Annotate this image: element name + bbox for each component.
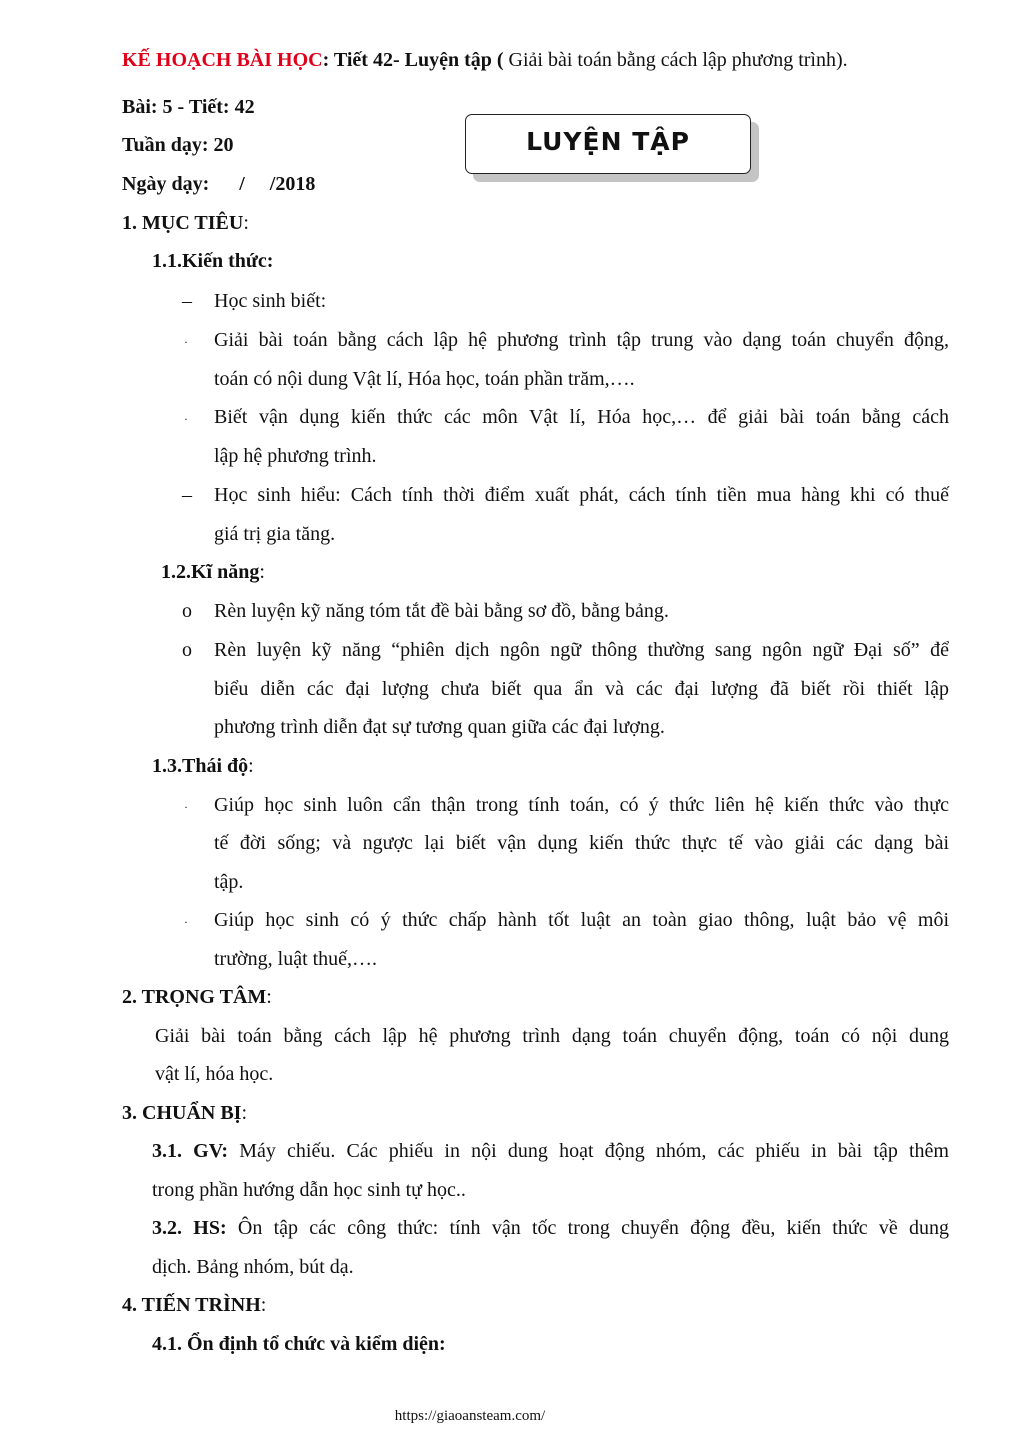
- section-1-1-title: 1.1.Kiến thức:: [152, 250, 274, 272]
- dot-bullet: ·: [184, 335, 188, 349]
- skill-item: phương trình diễn đạt sự tương quan giữa các đại lượng.: [214, 716, 665, 738]
- section-1-colon: :: [243, 212, 249, 234]
- dash-bullet: –: [182, 290, 192, 312]
- attitude-item: Giúp học sinh luôn cẩn thận trong tính toán, có ý thức liên hệ kiến thức vào thực: [214, 794, 949, 816]
- section-4-colon: :: [260, 1294, 267, 1316]
- teacher-preparation: [152, 1139, 949, 1163]
- knowledge-item: lập hệ phương trình.: [214, 445, 377, 467]
- dot-bullet: ·: [184, 412, 188, 426]
- section-1-2-heading: [161, 560, 265, 584]
- teacher-text-continued: trong phần hướng dẫn học sinh tự học..: [152, 1179, 466, 1201]
- knowledge-item: Học sinh hiểu: Cách tính thời điểm xuất phát, cách tính tiền mua hàng khi có thuế: [214, 484, 949, 506]
- knowledge-item: Học sinh biết:: [214, 290, 327, 312]
- header-colon: :: [322, 49, 334, 71]
- section-1-3-heading: [152, 754, 254, 778]
- dot-bullet: ·: [184, 915, 188, 929]
- skill-item: biểu diễn các đại lượng chưa biết qua ẩn và các đại lượng đã biết rồi thiết lập: [214, 678, 949, 700]
- section-4-heading: [122, 1293, 266, 1317]
- skill-item: Rèn luyện kỹ năng “phiên dịch ngôn ngữ thông thường sang ngôn ngữ Đại số” để: [214, 639, 949, 661]
- knowledge-item: toán có nội dung Vật lí, Hóa học, toán phần trăm,….: [214, 368, 635, 390]
- section-3-heading: [122, 1101, 247, 1125]
- circle-bullet: o: [182, 600, 192, 622]
- footer-url[interactable]: https://giaoansteam.com/: [394, 1408, 546, 1424]
- skill-item: Rèn luyện kỹ năng tóm tắt đề bài bằng sơ đồ, bằng bảng.: [214, 600, 669, 622]
- header-topic: Giải bài toán bằng cách lập phương trình).: [508, 49, 848, 71]
- section-3-colon: :: [241, 1102, 248, 1124]
- student-label: 3.2. HS:: [152, 1217, 227, 1239]
- student-preparation: [152, 1216, 949, 1240]
- teacher-label: 3.1. GV:: [152, 1140, 229, 1162]
- section-1-2-colon: :: [259, 561, 265, 583]
- section-1-title: 1. MỤC TIÊU: [122, 212, 244, 234]
- student-text: Ôn tập các công thức: tính vận tốc trong chuyển động đều, kiến thức về dung: [226, 1217, 949, 1239]
- dot-bullet: ·: [184, 800, 188, 814]
- header-lesson: Tiết 42- Luyện tập (: [333, 49, 509, 71]
- student-text-continued: dịch. Bảng nhóm, bút dạ.: [152, 1256, 354, 1278]
- section-4-1-title: 4.1. Ổn định tổ chức và kiểm diện:: [152, 1333, 446, 1355]
- attitude-item: trường, luật thuế,….: [214, 948, 378, 970]
- section-2-colon: :: [266, 986, 272, 1008]
- info-lesson-number: Bài: 5 - Tiết: 42: [122, 96, 255, 118]
- attitude-item: tập.: [214, 871, 244, 893]
- info-teaching-date: Ngày dạy: / /2018: [122, 173, 316, 195]
- knowledge-item: giá trị gia tăng.: [214, 523, 336, 545]
- section-1-heading: [122, 211, 249, 235]
- dash-bullet: –: [182, 484, 192, 506]
- section-4-title: 4. TIẾN TRÌNH: [122, 1294, 261, 1316]
- section-1-3-colon: :: [248, 755, 254, 777]
- section-2-title: 2. TRỌNG TÂM: [122, 986, 267, 1008]
- knowledge-item: Biết vận dụng kiến thức các môn Vật lí, Hóa học,… để giải bài toán bằng cách: [214, 406, 949, 428]
- lesson-title: LUYỆN TẬP: [526, 127, 690, 156]
- header-prefix: KẾ HOẠCH BÀI HỌC: [122, 49, 323, 71]
- attitude-item: Giúp học sinh có ý thức chấp hành tốt luật an toàn giao thông, luật bảo vệ môi: [214, 909, 949, 931]
- focus-text: vật lí, hóa học.: [155, 1063, 274, 1085]
- section-1-3-title: 1.3.Thái độ: [152, 755, 249, 777]
- info-teaching-week: Tuần dạy: 20: [122, 134, 234, 156]
- lesson-plan-header: [122, 48, 848, 72]
- section-3-title: 3. CHUẨN BỊ: [122, 1102, 242, 1124]
- focus-text: Giải bài toán bằng cách lập hệ phương trình dạng toán chuyển động, toán có nội dung: [155, 1025, 949, 1047]
- circle-bullet: o: [182, 639, 192, 661]
- teacher-text: Máy chiếu. Các phiếu in nội dung hoạt động nhóm, các phiếu in bài tập thêm: [228, 1140, 949, 1162]
- attitude-item: tế đời sống; và ngược lại biết vận dụng kiến thức thực tế vào giải các dạng bài: [214, 832, 949, 854]
- section-1-2-title: 1.2.Kĩ năng: [161, 561, 260, 583]
- section-2-heading: [122, 985, 272, 1009]
- lesson-title-badge: [465, 114, 751, 174]
- knowledge-item: Giải bài toán bằng cách lập hệ phương trình tập trung vào dạng toán chuyển động,: [214, 329, 949, 351]
